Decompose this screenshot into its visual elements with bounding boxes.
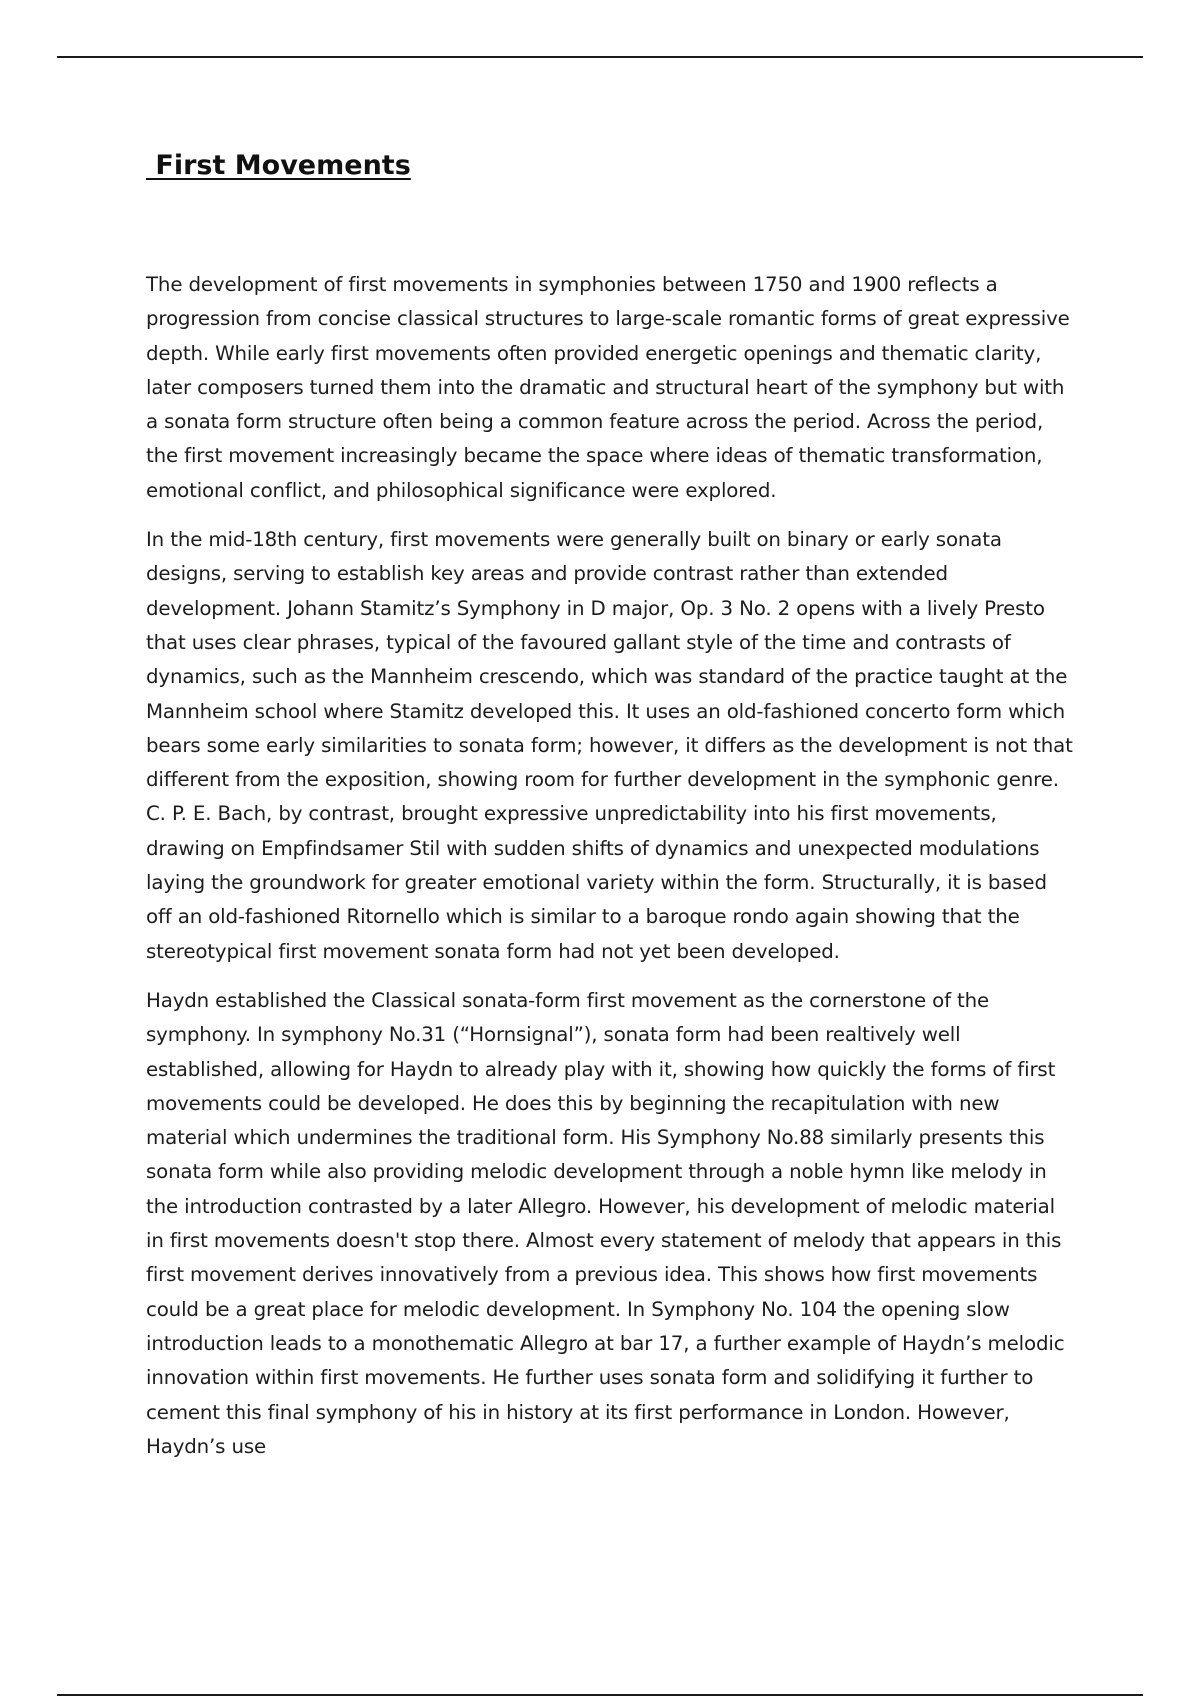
- paragraph-3: Haydn established the Classical sonata-form first movement as the cornerstone of the symphony. In symphony No.31 (“Hornsignal”), sonata form had been realtively well established, allowing for Haydn to already play with it, showing how quickly the forms of first movements could be developed. He does this by beginning the recapitulation with new material which undermines the traditional form. His Symphony No.88 similarly presents this sonata form while also providing melodic development through a noble hymn like melody in the introduction contrasted by a later Allegro. However, his development of melodic material in first movements doesn't stop there. Almost every statement of melody that appears in this first movement derives innovatively from a previous idea. This shows how first movements could be a great place for melodic development. In Symphony No. 104 the opening slow introduction leads to a monothematic Allegro at bar 17, a further example of Haydn’s melodic innovation within first movements. He further uses sonata form and solidifying it further to cement this final symphony of his in history at its first performance in London. However, Haydn’s use: [146, 988, 1065, 1458]
- top-horizontal-rule: [57, 56, 1143, 58]
- bottom-horizontal-rule: [57, 1694, 1143, 1696]
- document-body: [146, 268, 1076, 1479]
- document-title: First Movements: [146, 150, 411, 181]
- paragraph-1: The development of first movements in symphonies between 1750 and 1900 reflects a progression from concise classical structures to large-scale romantic forms of great expressive depth. While early first movements often provided energetic openings and thematic clarity, later composers turned them into the dramatic and structural heart of the symphony but with a sonata form structure often being a common feature across the period. Across the period, the first movement increasingly became the space where ideas of thematic transformation, emotional conflict, and philosophical significance were explored.: [146, 273, 1070, 502]
- paragraph-2: In the mid-18th century, first movements were generally built on binary or early sonata designs, serving to establish key areas and provide contrast rather than extended development. Johann Stamitz’s Symphony in D major, Op. 3 No. 2 opens with a lively Presto that uses clear phrases, typical of the favoured gallant style of the time and contrasts of dynamics, such as the Mannheim crescendo, which was standard of the practice taught at the Mannheim school where Stamitz developed this. It uses an old-fashioned concerto form which bears some early similarities to sonata form; however, it differs as the development is not that different from the exposition, showing room for further development in the symphonic genre. C. P. E. Bach, by contrast, brought expressive unpredictability into his first movements, drawing on Empfindsamer Stil with sudden shifts of dynamics and unexpected modulations laying the groundwork for greater emotional variety within the form. Structurally, it is based off an old-fashioned Ritornello which is similar to a baroque rondo again showing that the stereotypical first movement sonata form had not yet been developed.: [146, 528, 1073, 963]
